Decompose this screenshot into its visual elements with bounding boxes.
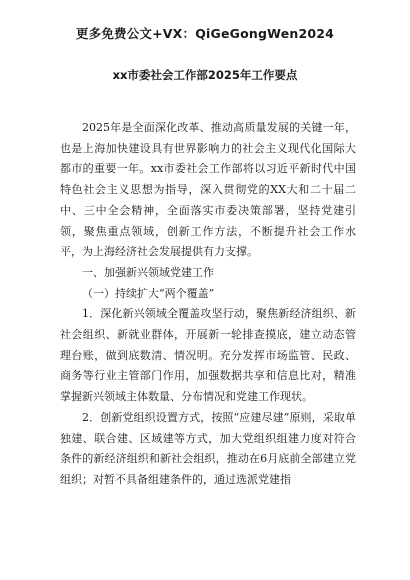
document-body (60, 118, 356, 491)
promo-banner: 更多免费公文+VX：QiGeGongWen2024 (75, 26, 335, 41)
section-heading-1: 一、加强新兴领域党建工作 (82, 265, 214, 279)
item-paragraph-1: 1．深化新兴领域全覆盖攻坚行动，聚焦新经济组织、新社会组织、新就业群体，开展新一轮排查摸底，建立动态管理台账，做到底数清、情况明。充分发挥市场监管、民政、商务等行业主管部门作用，加强数据共享和信息比对，精准掌握新兴领域主体数量、分布情况和党建工作现状。 (60, 307, 356, 404)
document-title: xx市委社会工作部2025年工作要点 (112, 68, 298, 82)
intro-paragraph: 2025年是全面深化改革、推动高质量发展的关键一年，也是上海加快建设具有世界影响力的社会主义现代化国际大都市的重要一年。xx市委社会工作部将以习近平新时代中国特色社会主义思想为指导，深入贯彻党的XX大和二十届二中、三中全会精神，全面落实市委决策部署，坚持党建引领，聚焦重点领域，创新工作方法，不断提升社会工作水平，为上海经济社会发展提供有力支撑。 (60, 121, 356, 259)
item-paragraph-2: 2．创新党组织设置方式，按照“应建尽建”原则，采取单独建、联合建、区域建等方式，加大党组织组建力度对符合条件的新经济组织和新社会组织，推动在6月底前全部建立党组织；对暂不具备组建条件的，通过选派党建指 (60, 410, 356, 486)
subsection-heading-1: （一）持续扩大“两个覆盖” (82, 286, 215, 300)
